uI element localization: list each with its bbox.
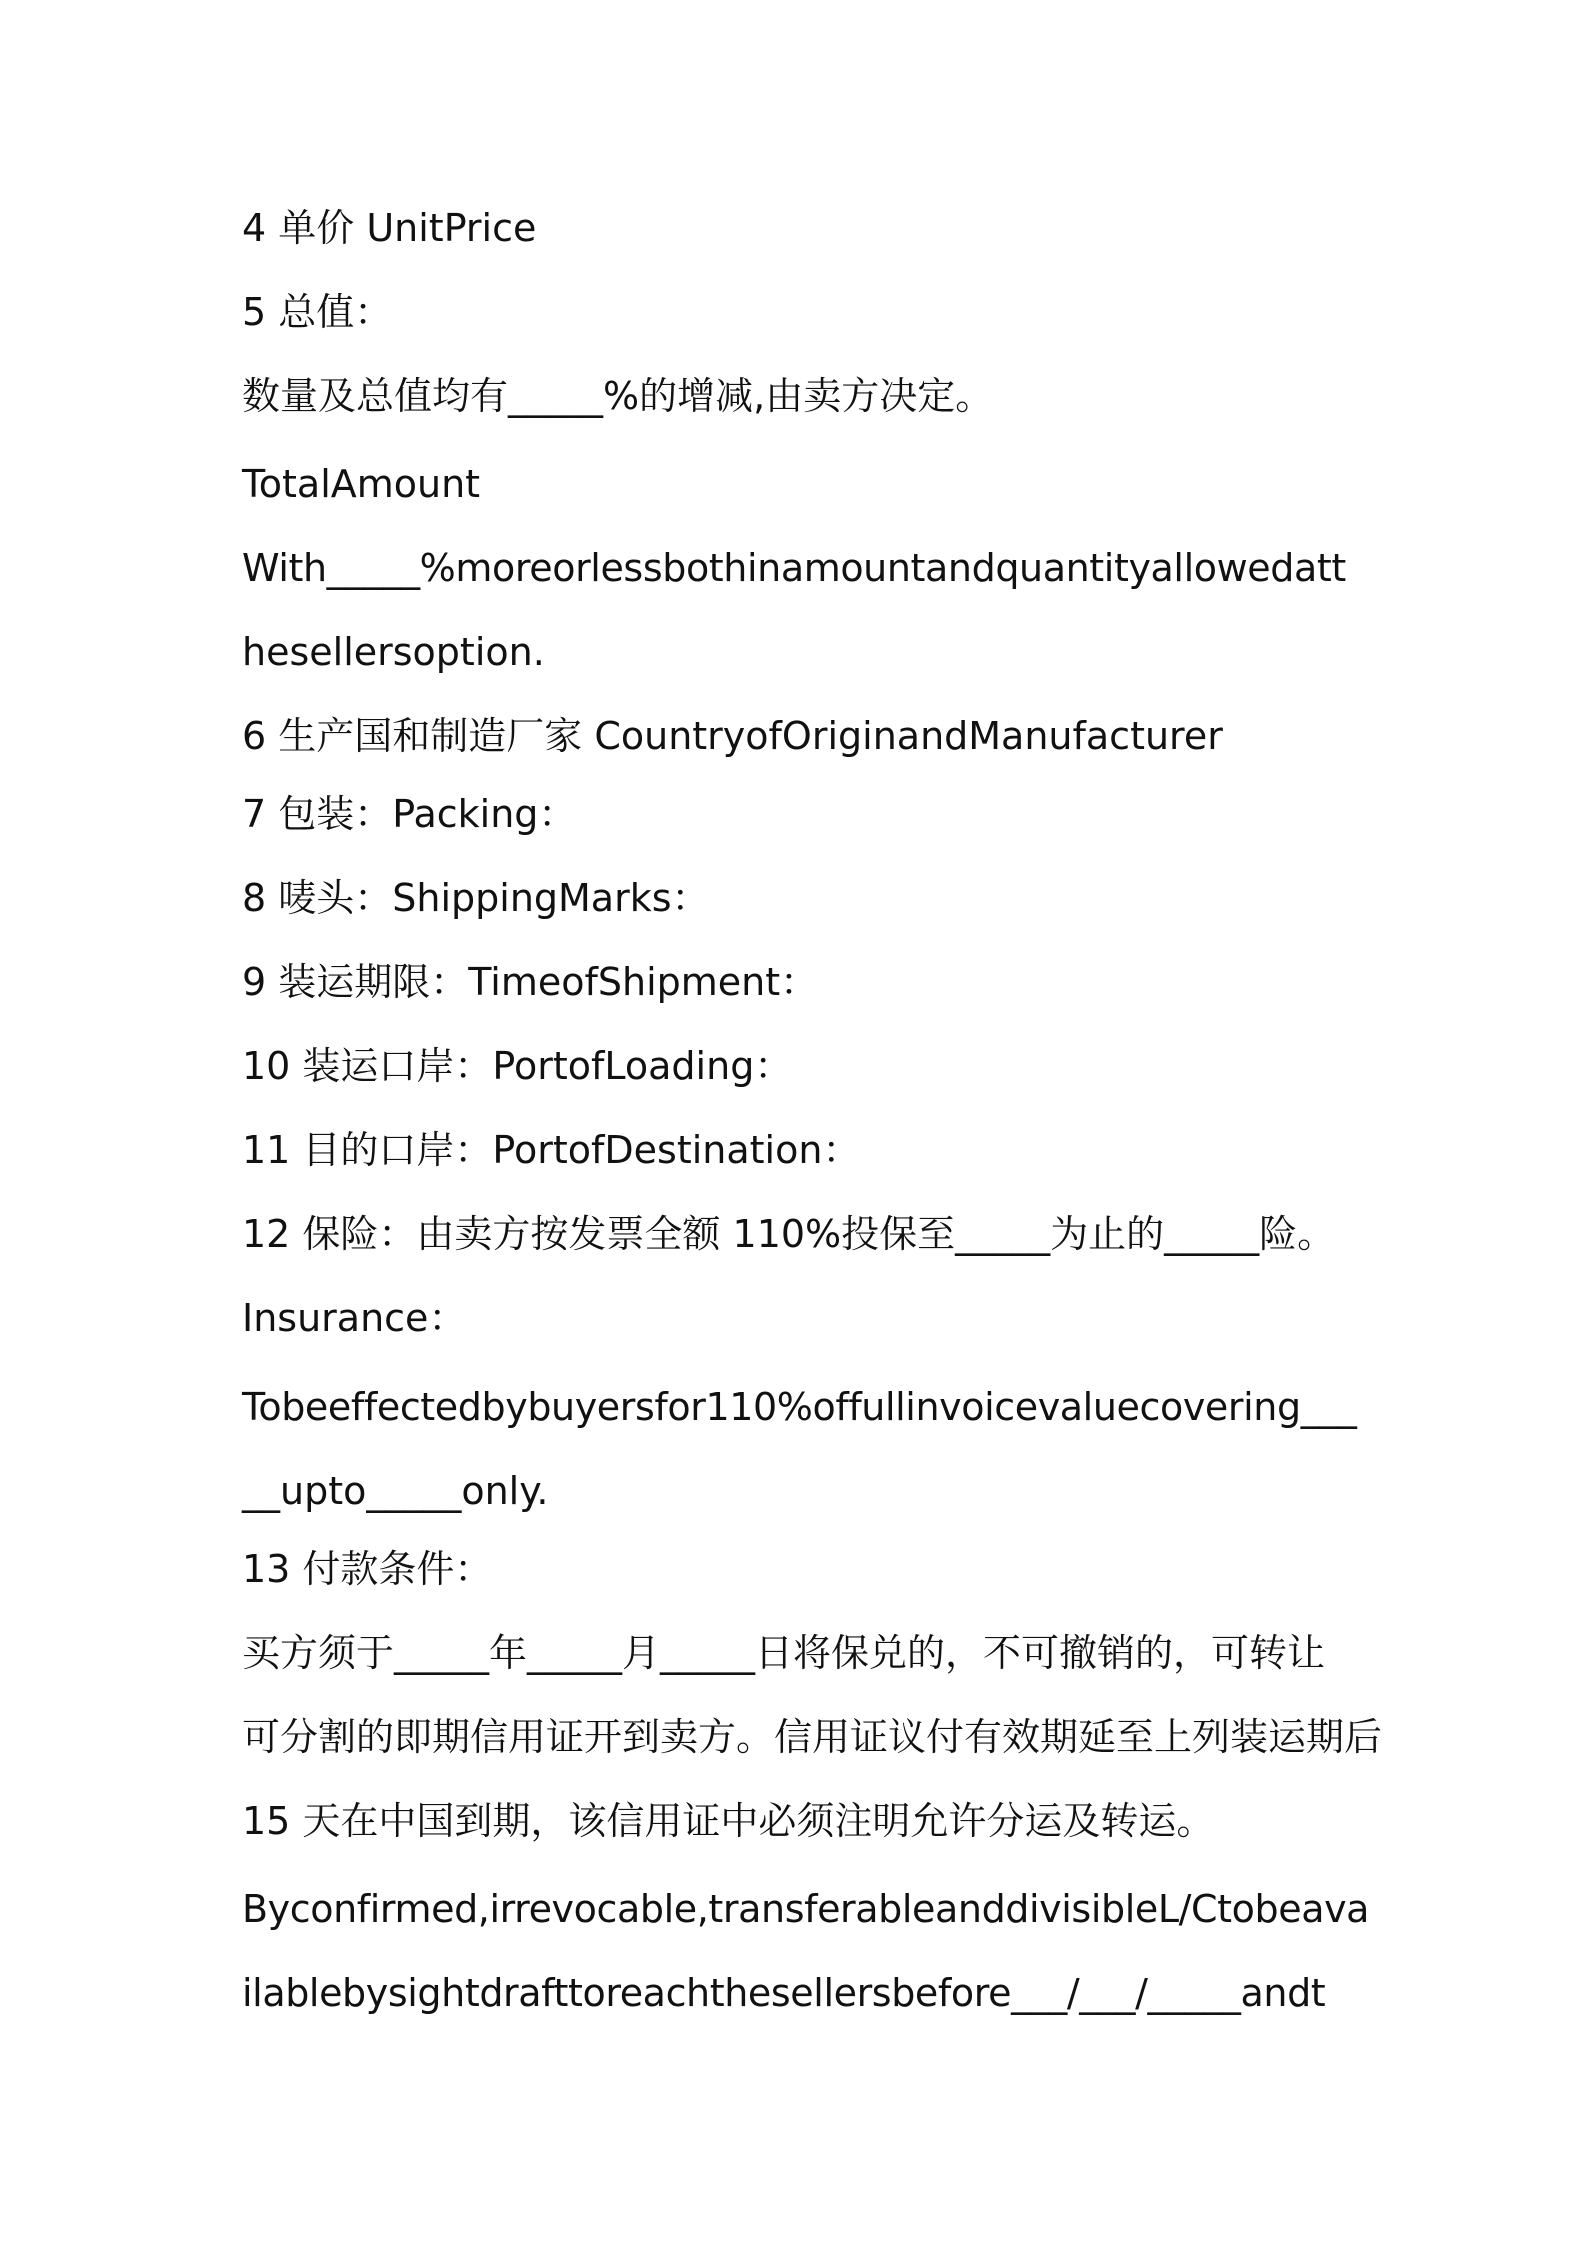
payment-terms-en-2: ilablebysightdrafttoreachthesellersbefore___/___/_____andt [242,1971,1326,2015]
item-6-origin-manufacturer: 6 生产国和制造厂家 CountryofOriginandManufacturer [242,714,1223,758]
insurance-label: Insurance： [242,1296,467,1340]
total-amount-label: TotalAmount [242,462,481,506]
item-9-time-of-shipment: 9 装运期限：TimeofShipment： [242,960,819,1004]
item-7-packing: 7 包装：Packing： [242,792,577,836]
payment-terms-cn-3: 15 天在中国到期，该信用证中必须注明允许分运及转运。 [242,1799,1215,1843]
quantity-tolerance-cn: 数量及总值均有_____%的增减,由卖方决定。 [242,374,994,418]
item-8-shipping-marks: 8 唛头：ShippingMarks： [242,876,710,920]
payment-terms-cn-2: 可分割的即期信用证开到卖方。信用证议付有效期延至上列装运期后 [242,1715,1383,1759]
insurance-en-2: __upto_____only. [242,1469,549,1513]
item-11-port-of-destination: 11 目的口岸：PortofDestination： [242,1128,861,1172]
item-12-insurance-cn: 12 保险：由卖方按发票全额 110%投保至_____为止的_____险。 [242,1212,1336,1256]
item-10-port-of-loading: 10 装运口岸：PortofLoading： [242,1044,793,1088]
item-4-unit-price: 4 单价 UnitPrice [242,206,537,250]
quantity-tolerance-en-1: With_____%moreorlessbothinamountandquantityallowedatt [242,546,1346,590]
quantity-tolerance-en-2: hesellersoption. [242,630,545,674]
insurance-en-1: Tobeeffectedbybuyersfor110%offullinvoicevaluecovering___ [242,1385,1357,1429]
item-13-payment-terms: 13 付款条件： [242,1547,493,1591]
payment-terms-cn-1: 买方须于_____年_____月_____日将保兑的，不可撤销的，可转让 [242,1631,1326,1675]
item-5-total-value: 5 总值： [242,290,393,334]
payment-terms-en-1: Byconfirmed,irrevocable,transferableanddivisibleL/Ctobeava [242,1887,1370,1931]
